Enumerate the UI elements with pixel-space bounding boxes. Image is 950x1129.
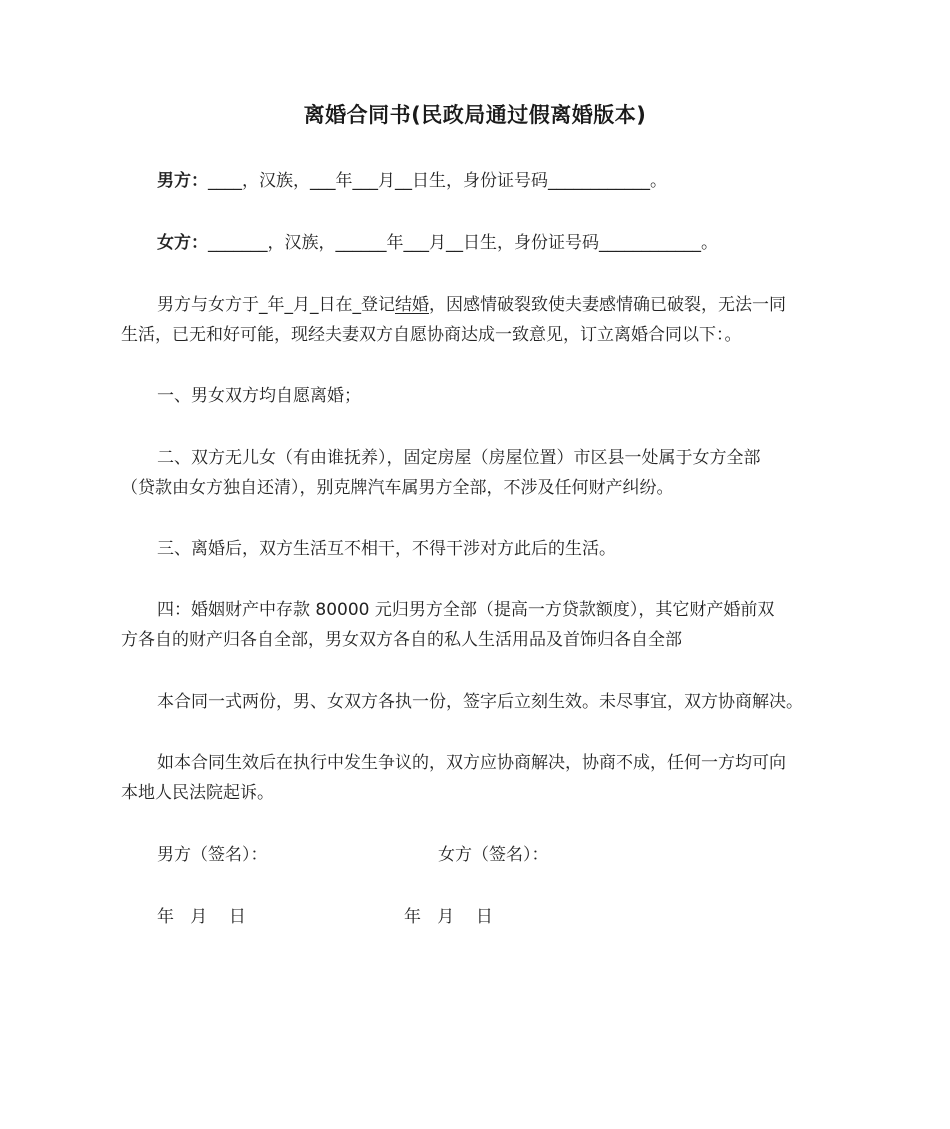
female-id-blank: ____________: [599, 233, 701, 253]
intro-text-a: 男方与女方于_年_月_日在_登记: [157, 295, 395, 315]
clause-4-line-1: 四：婚姻财产中存款 80000 元归男方全部（提高一方贷款额度），其它财产婚前双: [157, 600, 775, 620]
intro-line-1: [157, 290, 786, 320]
intro-line-2: 生活，已无和好可能，现经夫妻双方自愿协商达成一致意见，订立离婚合同以下：。: [121, 325, 742, 345]
clause-4-line-2: 方各自的财产归各自全部，男女双方各自的私人生活用品及首饰归各自全部: [121, 630, 682, 650]
male-signature-date: 年 月 日: [157, 907, 246, 927]
copies-clause: 本合同一式两份，男、女双方各执一份，签字后立刻生效。未尽事宜，双方协商解决。: [157, 692, 803, 712]
male-signature-label: 男方（签名）：: [157, 845, 268, 865]
intro-text-b: ，因感情破裂致使夫妻感情确已破裂，无法一同: [429, 295, 786, 315]
marriage-link[interactable]: 结婚: [395, 295, 429, 315]
clause-2-line-2: （贷款由女方独自还清），别克牌汽车属男方全部，不涉及任何财产纠纷。: [121, 478, 674, 498]
clause-3: 三、离婚后，双方生活互不相干，不得干涉对方此后的生活。: [157, 539, 616, 559]
male-party-details: ____，汉族，___年___月__日生，身份证号码: [208, 171, 548, 191]
male-id-blank: ____________: [548, 171, 650, 191]
female-party-label: 女方：: [157, 233, 208, 253]
document-title: 离婚合同书(民政局通过假离婚版本): [303, 103, 647, 127]
female-signature-label: 女方（签名）：: [438, 845, 549, 865]
female-party-end: 。: [701, 233, 718, 253]
male-party-line: [157, 166, 667, 196]
clause-2-line-1: 二、双方无儿女（有由谁抚养），固定房屋（房屋位置）市区县一处属于女方全部: [157, 448, 761, 468]
female-signature-date: 年 月 日: [404, 907, 493, 927]
clause-1: 一、男女双方均自愿离婚；: [157, 386, 361, 406]
dispute-line-2: 本地人民法院起诉。: [121, 783, 274, 803]
dispute-line-1: 如本合同生效后在执行中发生争议的，双方应协商解决，协商不成，任何一方均可向: [157, 753, 786, 773]
male-party-label: 男方：: [157, 171, 208, 191]
female-party-line: [157, 228, 718, 258]
female-party-details: _______，汉族，______年___月__日生，身份证号码: [208, 233, 599, 253]
male-party-end: 。: [650, 171, 667, 191]
